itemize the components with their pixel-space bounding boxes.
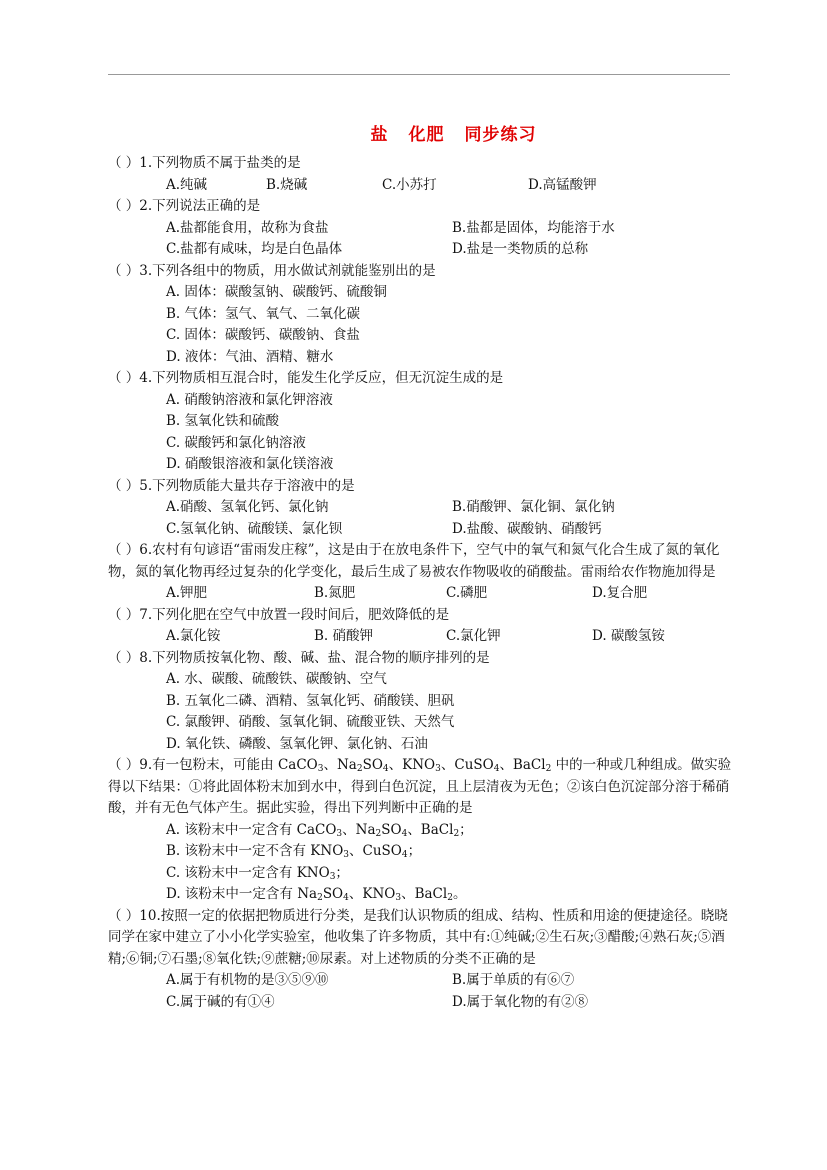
option-fragment: 。 xyxy=(452,886,467,902)
option-fragment: 4 xyxy=(401,828,408,839)
question-8 xyxy=(108,648,738,756)
option-fragment: 、BaCl xyxy=(407,821,454,838)
option-b: B. 五氧化二磷、酒精、氢氧化钙、硝酸镁、胆矾 xyxy=(166,692,455,709)
option-c: C.氯化钾 xyxy=(446,628,501,644)
option-fragment: B. 该粉末中一定不含有 KNO xyxy=(166,843,344,859)
options-row xyxy=(108,497,738,519)
stem-fragment: 4 xyxy=(382,764,389,774)
question-stem: （ ）1.下列物质不属于盐类的是 xyxy=(108,155,301,171)
options-row xyxy=(108,992,738,1014)
option-c: C.小苏打 xyxy=(382,176,437,193)
option-fragment: ； xyxy=(459,821,473,838)
option-c: C. 氯酸钾、硝酸、氢氧化铜、硫酸亚铁、天然气 xyxy=(166,714,455,730)
option-d: D.盐是一类物质的总称 xyxy=(452,241,589,257)
question-7 xyxy=(108,605,738,648)
option-d: D.复合肥 xyxy=(592,585,648,601)
option-a: A. 硝酸钠溶液和氯化钾溶液 xyxy=(166,391,333,408)
question-stem xyxy=(108,755,738,820)
option-b: B.氮肥 xyxy=(314,585,356,601)
question-2 xyxy=(108,196,738,261)
option-d: D.属于氧化物的有②⑧ xyxy=(452,993,589,1010)
title-part: 化肥 xyxy=(408,125,445,145)
question-stem: （ ）5.下列物质能大量共存于溶液中的是 xyxy=(108,477,355,494)
option-a: A.钾肥 xyxy=(166,585,208,601)
question-1 xyxy=(108,153,738,196)
option-fragment: 4 xyxy=(401,850,408,860)
option-fragment: 、Na xyxy=(342,821,376,838)
option-d: D. 氧化铁、磷酸、氢氧化钾、氯化钠、石油 xyxy=(166,735,428,752)
option-a: A. 固体：碳酸氢钠、碳酸钙、硫酸铜 xyxy=(166,284,387,300)
option-fragment: ； xyxy=(335,864,349,881)
option-a: A. 水、碳酸、硫酸铁、碳酸钠、空气 xyxy=(166,671,387,687)
option-a: A.盐都能食用，故称为食盐 xyxy=(166,219,329,236)
question-stem: （ ）10.按照一定的依据把物质进行分类，是我们认识物质的组成、结构、性质和用途的便捷途径。晓晓同学在家中建立了小小化学实验室，他收集了许多物质，其中有:①纯碱;②生石灰;③醋酸;④熟石灰;⑤酒精;⑥铜;⑦石墨;⑧氧化铁;⑨蔗糖;⑩尿素。对上述物质的分类不正确的是 xyxy=(108,907,728,967)
title-part: 盐 xyxy=(370,125,389,145)
option-c: C.属于碱的有①④ xyxy=(166,993,275,1010)
option-fragment: 、KNO xyxy=(348,886,396,902)
question-6 xyxy=(108,540,738,605)
options-row xyxy=(108,218,738,240)
option-b: B. 硝酸钾 xyxy=(314,628,374,644)
question-stem: （ ）4.下列物质相互混合时，能发生化学反应，但无沉淀生成的是 xyxy=(108,370,504,386)
option-c: C. 碳酸钙和氯化钠溶液 xyxy=(166,434,306,451)
header-rule xyxy=(108,74,730,75)
option-fragment: 2 xyxy=(453,828,460,839)
option-b: B.属于单质的有⑥⑦ xyxy=(452,972,575,988)
option-d: D.高锰酸钾 xyxy=(528,176,597,193)
option-fragment: 3 xyxy=(343,850,349,860)
option-b: B.硝酸钾、氯化铜、氯化钠 xyxy=(452,499,615,515)
options-row xyxy=(108,583,738,605)
option-a: A.硝酸、氢氧化钙、氯化钠 xyxy=(166,499,329,515)
option-c: C.氢氧化钠、硫酸镁、氯化钡 xyxy=(166,520,343,537)
option-a: A.纯碱 xyxy=(166,176,208,193)
question-stem: （ ）6.农村有句谚语“雷雨发庄稼”，这是由于在放电条件下，空气中的氧气和氮气化合生成了氮的氧化物，氮的氧化物再经过复杂的化学变化，最后生成了易被农作物吸收的硝酸盐。雷雨给农作物施加得是 xyxy=(108,542,720,580)
options-row xyxy=(108,626,738,648)
page-title xyxy=(0,120,827,145)
option-fragment: C. 该粉末中一定含有 KNO xyxy=(166,864,330,881)
stem-fragment: SO xyxy=(362,757,383,773)
option-b: B. 氢氧化铁和硫酸 xyxy=(166,413,280,429)
stem-fragment: 、BaCl xyxy=(499,757,546,773)
option-fragment: ； xyxy=(407,843,422,859)
option-b: B. 气体：氢气、氧气、二氧化碳 xyxy=(166,305,361,322)
option-d: D.盐酸、碳酸钠、硝酸钙 xyxy=(452,520,602,537)
stem-fragment: 2 xyxy=(545,764,552,774)
option-fragment: 3 xyxy=(395,893,402,903)
stem-fragment: 、KNO xyxy=(388,757,436,773)
option-c: C. 固体：碳酸钙、碳酸钠、食盐 xyxy=(166,327,360,343)
option-c: C.磷肥 xyxy=(446,585,488,601)
option-fragment: 2 xyxy=(447,893,453,903)
option-fragment: SO xyxy=(381,821,402,838)
options-row xyxy=(108,175,738,197)
question-5 xyxy=(108,476,738,541)
options-row xyxy=(108,239,738,261)
option-a: A.属于有机物的是③⑤⑨⑩ xyxy=(166,972,329,988)
stem-fragment: 3 xyxy=(435,764,441,774)
options-row xyxy=(108,970,738,992)
option-b: B.烧碱 xyxy=(266,176,308,193)
stem-fragment: 中的一种或几种组成。做实验得以下结果：①将此固体粉末加到水中，得到白色沉淀，且上层清夜为无色；②该白色沉淀部分溶于稀硝酸，并有无色气体产生。据此实验，得出下列判断中正确的是 xyxy=(108,757,732,816)
title-part: 同步练习 xyxy=(464,125,537,145)
option-fragment: 3 xyxy=(336,828,343,839)
question-list xyxy=(108,153,738,1013)
option-d: D. 液体：气油、酒精、糖水 xyxy=(166,348,334,365)
option-fragment: 3 xyxy=(329,871,336,882)
question-10 xyxy=(108,906,738,1014)
stem-fragment: 4 xyxy=(493,764,500,774)
option-fragment: 、BaCl xyxy=(401,886,448,902)
question-stem: （ ）2.下列说法正确的是 xyxy=(108,198,261,214)
stem-fragment: 3 xyxy=(317,764,324,774)
option-fragment: D. 该粉末中一定含有 Na xyxy=(166,886,318,902)
option-fragment: 、CuSO xyxy=(349,843,402,859)
option-d: D. 硝酸银溶液和氯化镁溶液 xyxy=(166,456,334,472)
question-stem: （ ）8.下列物质按氧化物、酸、碱、盐、混合物的顺序排列的是 xyxy=(108,649,490,666)
question-stem: （ ）7.下列化肥在空气中放置一段时间后，肥效降低的是 xyxy=(108,606,450,623)
stem-fragment: 、Na xyxy=(323,757,357,773)
option-a xyxy=(108,820,738,842)
option-fragment: SO xyxy=(322,886,344,902)
stem-fragment: 2 xyxy=(356,764,363,774)
options-row xyxy=(108,519,738,541)
question-stem: （ ）3.下列各组中的物质，用水做试剂就能鉴别出的是 xyxy=(108,262,436,279)
option-b: B.盐都是固体，均能溶于水 xyxy=(452,219,615,236)
option-d xyxy=(108,884,738,906)
option-d: D. 碳酸氢铵 xyxy=(592,628,665,644)
option-c: C.盐都有咸味，均是白色晶体 xyxy=(166,241,343,257)
option-fragment: A. 该粉末中一定含有 CaCO xyxy=(166,821,337,838)
question-3 xyxy=(108,261,738,369)
stem-fragment: 、CuSO xyxy=(440,757,494,773)
option-fragment: 2 xyxy=(375,828,382,839)
option-a: A.氯化铵 xyxy=(166,628,221,644)
stem-fragment: （ ）9.有一包粉末，可能由 CaCO xyxy=(108,757,318,773)
option-b xyxy=(108,841,738,863)
option-c xyxy=(108,863,738,885)
option-fragment: 2 xyxy=(317,893,323,903)
question-4 xyxy=(108,368,738,476)
option-fragment: 4 xyxy=(343,893,349,903)
question-9 xyxy=(108,755,738,906)
